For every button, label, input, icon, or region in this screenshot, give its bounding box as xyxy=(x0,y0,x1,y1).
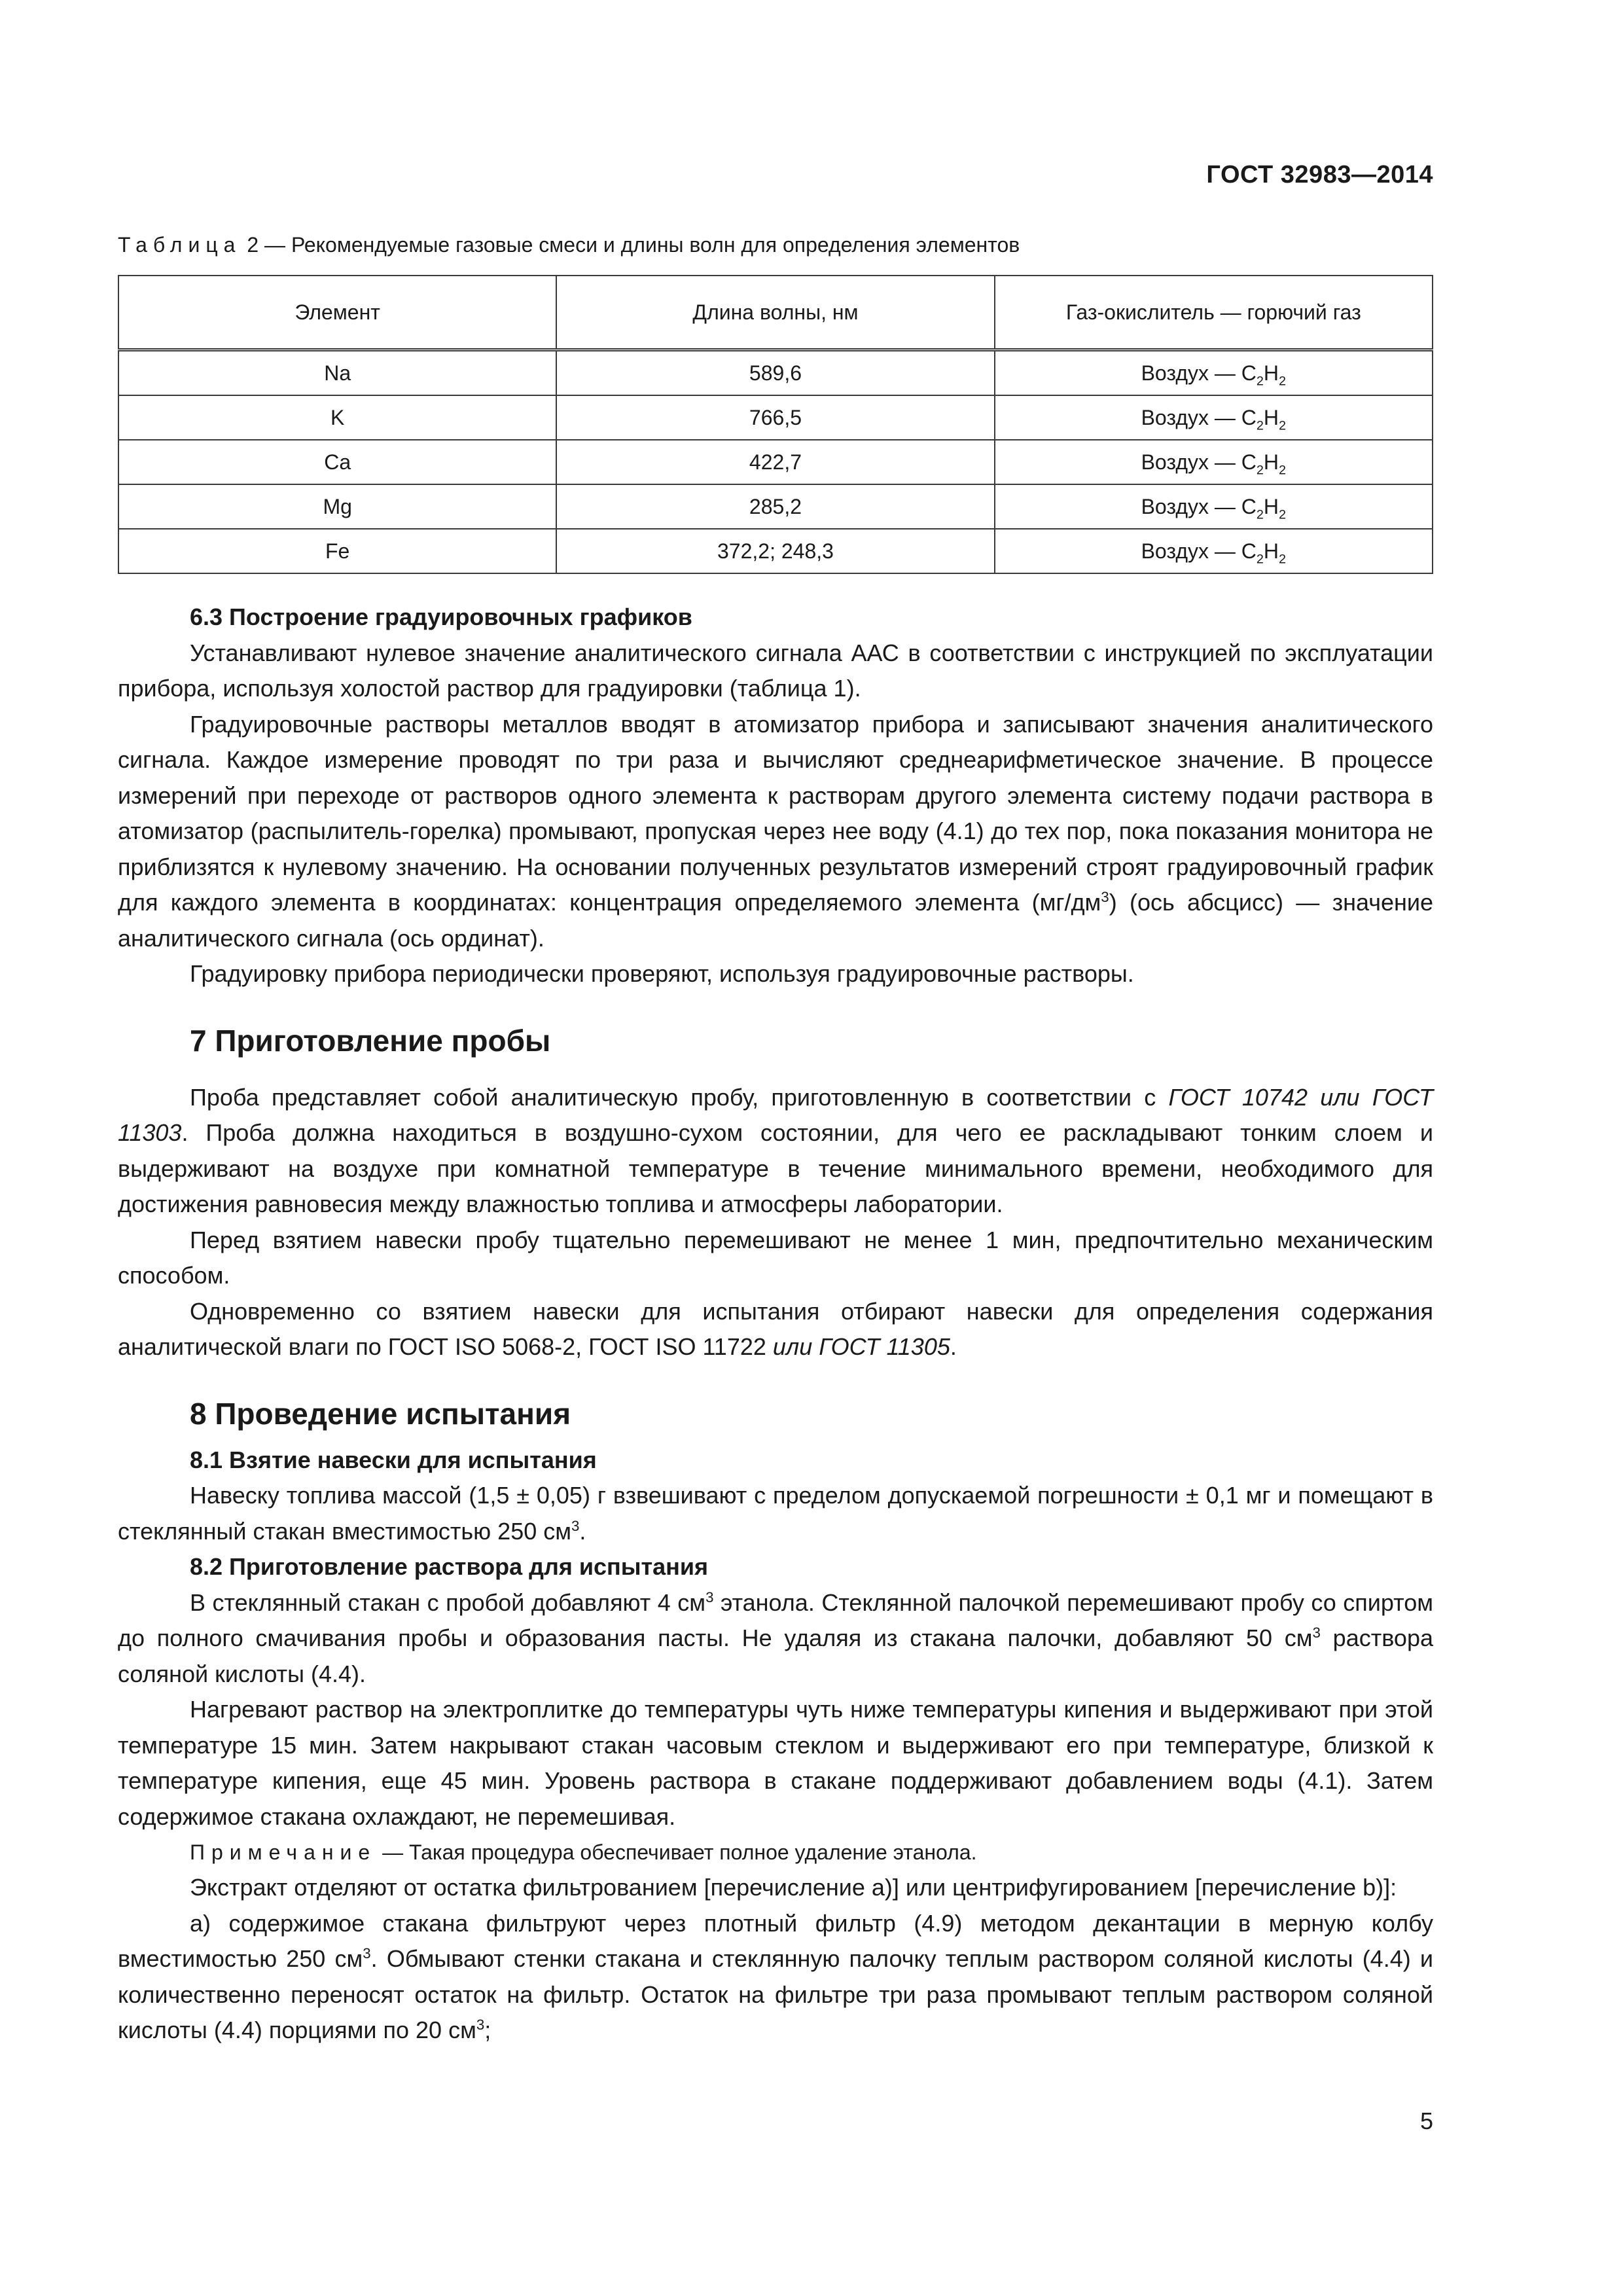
cell-wavelength: 589,6 xyxy=(556,350,994,396)
paragraph: Градуировку прибора периодически проверяют, используя градуировочные растворы. xyxy=(190,960,1134,987)
cell-wavelength: 766,5 xyxy=(556,395,994,440)
standard-code: ГОСТ 32983—2014 xyxy=(1206,161,1433,188)
document-page xyxy=(118,0,1433,2296)
table-caption xyxy=(118,233,1020,257)
gas-mixture-table xyxy=(118,275,1433,574)
document-body xyxy=(118,600,1433,2049)
table-row xyxy=(118,350,1433,396)
paragraph: Перед взятием навески пробу тщательно перемешивают не менее 1 мин, предпочтительно механическим способом. xyxy=(118,1226,1433,1289)
paragraph: Навеску топлива массой (1,5 ± 0,05) г взвешивают с пределом допускаемой погрешности ± 0,1 мг и помещают в стеклянный стакан вместимостью 250 $см^3$. xyxy=(118,1482,1433,1545)
page-number: 5 xyxy=(1419,2108,1433,2134)
cell-gas: Воздух — $C_2H_2$ xyxy=(995,484,1433,529)
column-header-wavelength: Длина волны, нм xyxy=(556,276,994,350)
cell-gas: Воздух — $C_2H_2$ xyxy=(995,350,1433,396)
cell-element: K xyxy=(118,395,556,440)
column-header-gas: Газ-окислитель — горючий газ xyxy=(995,276,1433,350)
paragraph: Градуировочные растворы металлов вводят в атомизатор прибора и записывают значения аналитического сигнала. Каждое измерение проводят по три раза и вычисляют среднеарифметическое значение. В процессе измерений при переходе от растворов одного элемента к растворам другого элемента систему подачи раствора в атомизатор (распылитель-горелка) промывают, пропуская через нее воду (4.1) до тех пор, пока показания монитора не приблизятся к нулевому значению. На основании полученных результатов измерений строят градуировочный график для каждого элемента в координатах: концентрация определяемого элемента $(мг/дм^3)$ (ось абсцисс) — значение аналитического сигнала (ось ординат). xyxy=(118,710,1433,952)
section-heading-8-1: 8.1 Взятие навески для испытания xyxy=(190,1446,597,1473)
paragraph: Одновременно со взятием навески для испытания отбирают навески для определения содержания аналитической влаги по ГОСТ ISO 5068-2, ГОСТ ISO 11722 или ГОСТ 11305. xyxy=(118,1297,1433,1360)
cell-element: Ca xyxy=(118,440,556,484)
paragraph: В стеклянный стакан с пробой добавляют 4 $см^3$ этанола. Стеклянной палочкой перемешивают пробу со спиртом до полного смачивания пробы и образования пасты. Не удаляя из стакана палочки, добавляют 50 $см^3$ раствора соляной кислоты (4.4). xyxy=(118,1588,1433,1687)
table-row xyxy=(118,395,1433,440)
note-text: — Такая процедура обеспечивает полное удаление этанола. xyxy=(376,1840,977,1864)
section-heading-7: 7 Приготовление пробы xyxy=(190,1023,551,1058)
cell-gas: Воздух — $C_2H_2$ xyxy=(995,440,1433,484)
section-heading-6-3: 6.3 Построение градуировочных графиков xyxy=(190,603,692,630)
cell-element: Na xyxy=(118,350,556,396)
table-caption-label: Таблица xyxy=(118,233,241,257)
paragraph: Проба представляет собой аналитическую пробу, приготовленную в соответствии с ГОСТ 10742 или ГОСТ 11303. Проба должна находиться в воздушно-сухом состоянии, для чего ее раскладывают тонким слоем и выдерживают на воздухе при комнатной температуре в течение минимального времени, необходимого для достижения равновесия между влажностью топлива и атмосферы лаборатории. xyxy=(118,1083,1433,1217)
table-row xyxy=(118,484,1433,529)
table-row xyxy=(118,440,1433,484)
cell-wavelength: 285,2 xyxy=(556,484,994,529)
table-row xyxy=(118,529,1433,573)
paragraph: Нагревают раствор на электроплитке до температуры чуть ниже температуры кипения и выдерживают при этой температуре 15 мин. Затем накрывают стакан часовым стеклом и выдерживают его при температуре, близкой к температуре кипения, еще 45 мин. Уровень раствора в стакане поддерживают добавлением воды (4.1). Затем содержимое стакана охлаждают, не перемешивая. xyxy=(118,1696,1433,1830)
section-heading-8-2: 8.2 Приготовление раствора для испытания xyxy=(190,1553,708,1580)
section-heading-8: 8 Проведение испытания xyxy=(190,1396,571,1431)
cell-element: Mg xyxy=(118,484,556,529)
note xyxy=(118,1835,1433,1870)
paragraph: Устанавливают нулевое значение аналитического сигнала ААС в соответствии с инструкцией по эксплуатации прибора, используя холостой раствор для градуировки (таблица 1). xyxy=(118,639,1433,702)
paragraph: Экстракт отделяют от остатка фильтрованием [перечисление a)] или центрифугированием [перечисление b)]: xyxy=(190,1874,1397,1901)
cell-wavelength: 372,2; 248,3 xyxy=(556,529,994,573)
table-header-row xyxy=(118,276,1433,350)
note-label: Примечание xyxy=(190,1840,377,1864)
cell-gas: Воздух — $C_2H_2$ xyxy=(995,529,1433,573)
table-caption-text: 2 — Рекомендуемые газовые смеси и длины волн для определения элементов xyxy=(241,233,1020,257)
column-header-element: Элемент xyxy=(118,276,556,350)
cell-element: Fe xyxy=(118,529,556,573)
cell-gas: Воздух — $C_2H_2$ xyxy=(995,395,1433,440)
list-item: a) содержимое стакана фильтруют через плотный фильтр (4.9) методом декантации в мерную колбу вместимостью 250 $см^3$. Обмывают стенки стакана и стеклянную палочку теплым раствором соляной кислоты (4.4) и количественно переносят остаток на фильтр. Остаток на фильтре три раза промывают теплым раствором соляной кислоты (4.4) порциями по 20 $см^3$; xyxy=(118,1909,1433,2043)
cell-wavelength: 422,7 xyxy=(556,440,994,484)
